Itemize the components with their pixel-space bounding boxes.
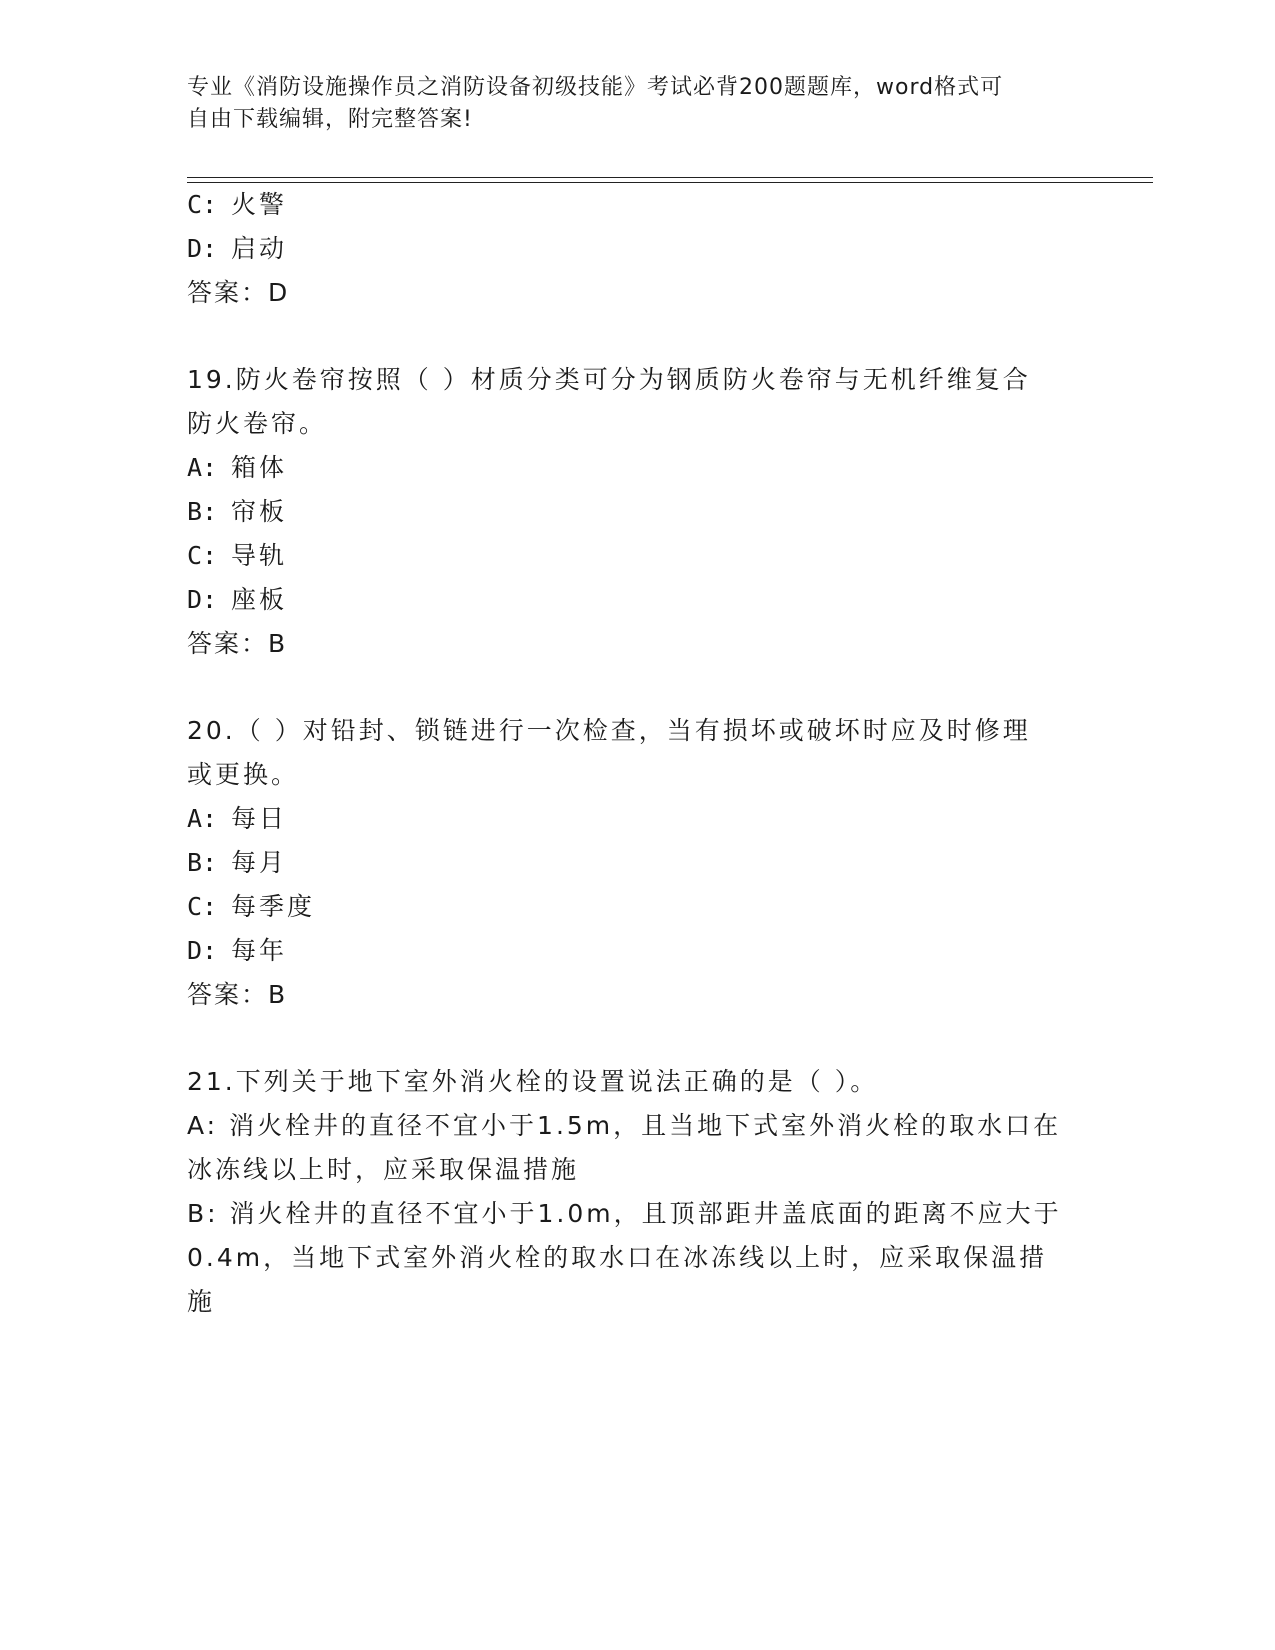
q21-stem: 21.下列关于地下室外消火栓的设置说法正确的是（ ）。 xyxy=(187,1067,879,1096)
q20-option-c xyxy=(187,890,315,924)
q21-option-b-line3: 施 xyxy=(187,1287,216,1316)
option-letter: A: xyxy=(187,453,218,482)
option-letter: D: xyxy=(187,234,218,263)
option-text: 帘板 xyxy=(231,497,288,526)
header-title-line1: 专业《消防设施操作员之消防设备初级技能》考试必背200题题库，word格式可 xyxy=(187,75,1004,100)
option-letter: C: xyxy=(187,190,218,219)
option-letter: D: xyxy=(187,936,218,965)
q20-stem-line2: 或更换。 xyxy=(187,760,300,789)
q20-option-a xyxy=(187,802,287,836)
q20-option-b xyxy=(187,846,287,880)
q19-option-b xyxy=(187,495,287,529)
q21-option-a-line2: 冰冻线以上时，应采取保温措施 xyxy=(187,1155,580,1184)
q21-option-b-line1: B: 消火栓井的直径不宜小于1.0m，且顶部距井盖底面的距离不应大于 xyxy=(187,1199,1062,1228)
q18-answer: 答案：D xyxy=(187,278,290,307)
option-letter: B: xyxy=(187,848,218,877)
header-divider-top xyxy=(187,177,1153,178)
q21-option-a-line1: A: 消火栓井的直径不宜小于1.5m，且当地下式室外消火栓的取水口在 xyxy=(187,1111,1062,1140)
q19-answer: 答案：B xyxy=(187,629,288,658)
option-letter: B: xyxy=(187,497,218,526)
q21-option-b-line2: 0.4m，当地下式室外消火栓的取水口在冰冻线以上时，应采取保温措 xyxy=(187,1243,1048,1272)
option-text: 启动 xyxy=(231,234,288,263)
option-text: 座板 xyxy=(231,585,288,614)
q19-stem-line1: 19.防火卷帘按照（ ）材质分类可分为钢质防火卷帘与无机纤维复合 xyxy=(187,365,1031,394)
option-letter: D: xyxy=(187,585,218,614)
q19-stem-line2: 防火卷帘。 xyxy=(187,409,328,438)
option-text: 箱体 xyxy=(231,453,288,482)
q20-answer: 答案：B xyxy=(187,980,288,1009)
header-title-line2: 自由下载编辑，附完整答案! xyxy=(187,107,473,132)
q20-option-d xyxy=(187,934,287,968)
header-divider-bottom xyxy=(187,182,1153,183)
document-header xyxy=(187,72,1087,136)
option-letter: C: xyxy=(187,892,218,921)
option-text: 每年 xyxy=(231,936,288,965)
option-text: 每日 xyxy=(231,804,288,833)
q18-option-c xyxy=(187,188,287,222)
q19-option-d xyxy=(187,583,287,617)
q19-option-c xyxy=(187,539,287,573)
q18-option-d xyxy=(187,232,287,266)
option-text: 每季度 xyxy=(231,892,316,921)
option-text: 导轨 xyxy=(231,541,288,570)
option-text: 每月 xyxy=(231,848,288,877)
q20-stem-line1: 20.（ ）对铅封、锁链进行一次检查，当有损坏或破坏时应及时修理 xyxy=(187,716,1031,745)
option-text: 火警 xyxy=(231,190,288,219)
q19-option-a xyxy=(187,451,287,485)
option-letter: A: xyxy=(187,804,218,833)
option-letter: C: xyxy=(187,541,218,570)
